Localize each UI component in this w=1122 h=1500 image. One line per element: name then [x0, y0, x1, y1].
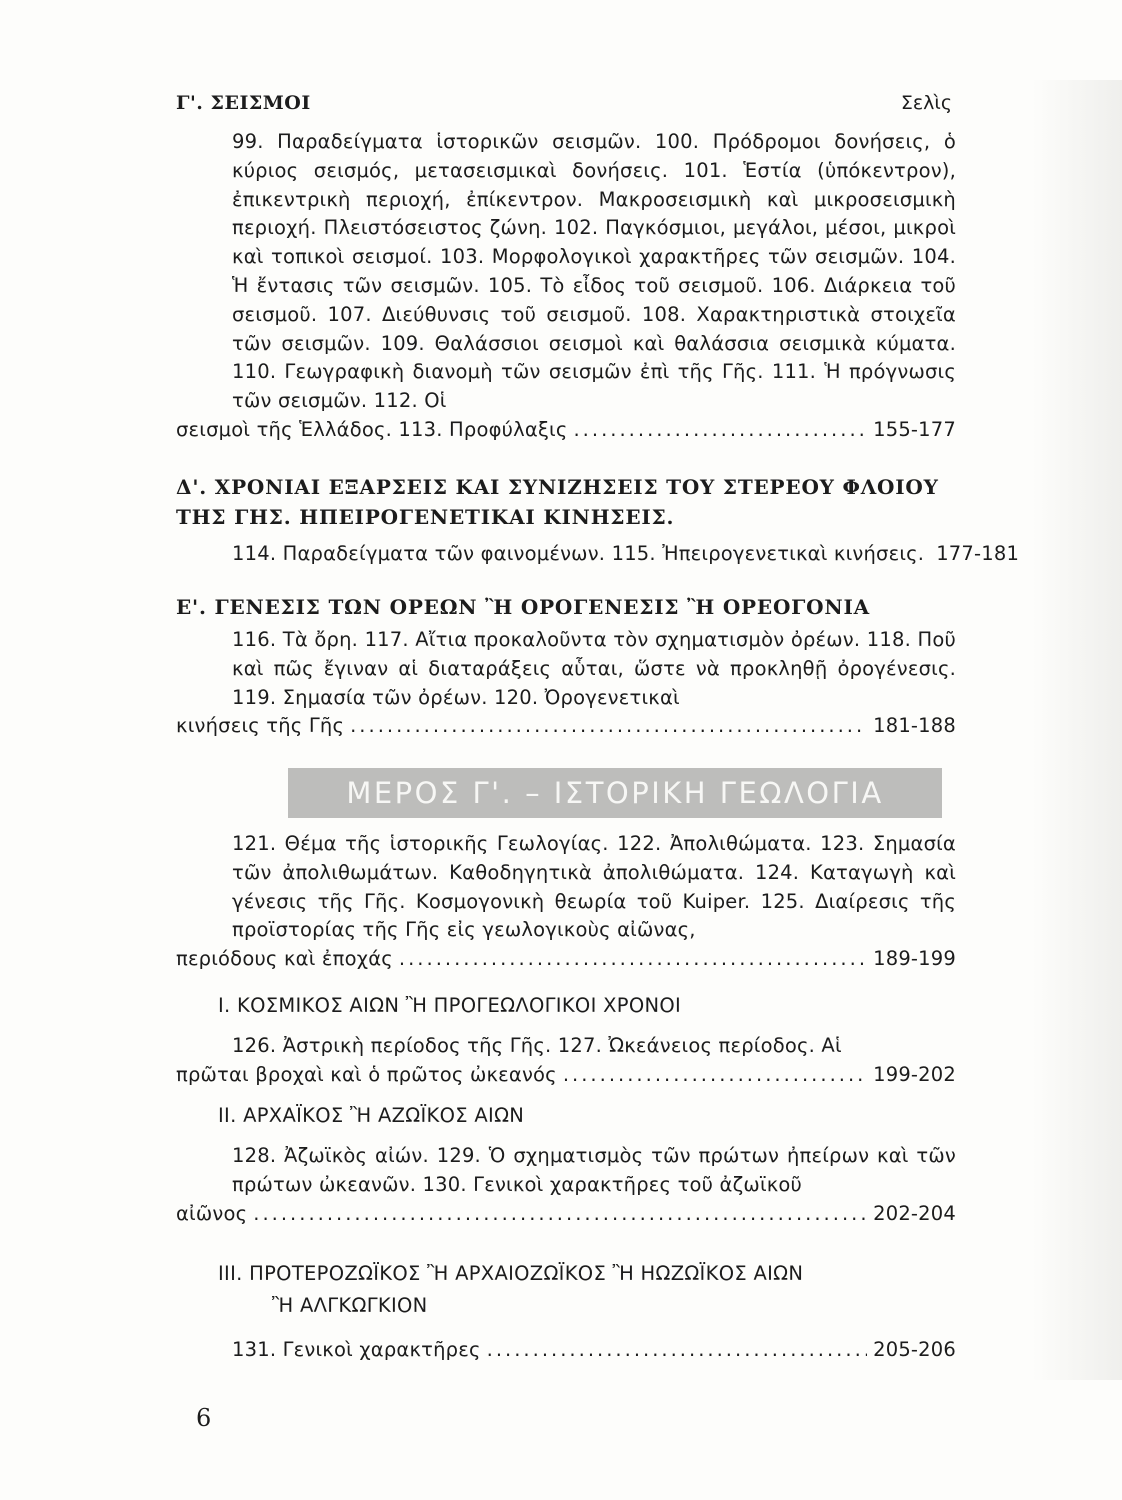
- section-heading: Ε'. ΓΕΝΕΣΙΣ ΤΩΝ ΟΡΕΩΝ Ἢ ΟΡΟΓΕΝΕΣΙΣ Ἢ ΟΡΕΟΓΟΝΙΑ: [176, 595, 870, 619]
- entry-last-line: [176, 1200, 956, 1229]
- page-range: 181-188: [873, 714, 956, 738]
- entry-last-line: [176, 712, 956, 741]
- entry-last-line: [176, 416, 956, 445]
- entry-last-text: αἰῶνος: [176, 1201, 248, 1225]
- page-range: 202-204: [873, 1201, 956, 1225]
- entry-text: 121. Θέμα τῆς ἱστορικῆς Γεωλογίας. 122. Ἀπολιθώματα. 123. Σημασία τῶν ἀπολιθωμάτων. Καθοδηγητικὰ ἀπολιθώματα. 124. Καταγωγὴ καὶ γένεσις τῆς Γῆς. Κοσμογονικὴ θεωρία τοῦ Kuiper. 125. Διαίρεσις τῆς προϊστορίας τῆς Γῆς εἰς γεωλογικοὺς αἰῶνας,: [232, 832, 956, 942]
- era-title: [218, 1258, 958, 1322]
- section-title: Γ'. ΣΕΙΣΜΟΙ: [176, 92, 311, 114]
- entry-text: 126. Ἀστρικὴ περίοδος τῆς Γῆς. 127. Ὠκεάνειος περίοδος. Αἱ: [232, 1034, 842, 1057]
- leader-dots: [487, 1336, 867, 1365]
- entry-last-text: πρῶται βροχαὶ καὶ ὁ πρῶτος ὠκεανός: [176, 1062, 557, 1086]
- leader-dots: [573, 416, 867, 445]
- section-e: [176, 592, 956, 741]
- entry-text: 116. Τὰ ὄρη. 117. Αἴτια προκαλοῦντα τὸν σχηματισμὸν ὀρέων. 118. Ποῦ καὶ πῶς ἔγιναν αἱ διαταράξεις αὗται, ὥστε νὰ προκληθῇ ὀρογένεσις. 119. Σημασία τῶν ὀρέων. 120. Ὀρογενετικαὶ: [232, 628, 956, 709]
- entry-last-text: 131. Γενικοὶ χαρακτῆρες: [232, 1338, 481, 1361]
- leader-dots: [563, 1061, 867, 1090]
- entry-seismoi: [176, 128, 956, 445]
- section-heading: Δ'. ΧΡΟΝΙΑΙ ΕΞΑΡΣΕΙΣ ΚΑΙ ΣΥΝΙΖΗΣΕΙΣ ΤΟΥ ΣΤΕΡΕΟΥ ΦΛΟΙΟΥ ΤΗΣ ΓΗΣ. ΗΠΕΙΡΟΓΕΝΕΤΙΚΑΙ ΚΙΝΗΣΕΙΣ.: [176, 475, 939, 529]
- entry-last-line: [176, 1061, 956, 1090]
- page-range: 199-202: [873, 1062, 956, 1086]
- page-range: 177-181: [936, 542, 1020, 565]
- entry-text: 99. Παραδείγματα ἱστορικῶν σεισμῶν. 100. Πρόδρομοι δονήσεις, ὁ κύριος σεισμός, μετασεισμικαὶ δονήσεις. 101. Ἑστία (ὑπόκεντρον), ἐπικεντρικὴ περιοχή, ἐπίκεντρον. Μακροσεισμικὴ καὶ μικροσεισμικὴ περιοχή. Πλειστόσειστος ζώνη. 102. Παγκόσμιοι, μεγάλοι, μέσοι, μικροὶ καὶ τοπικοὶ σεισμοί. 103. Μορφολογικοὶ χαρακτῆρες τῶν σεισμῶν. 104. Ἡ ἔντασις τῶν σεισμῶν. 105. Τὸ εἶδος τοῦ σεισμοῦ. 106. Διάρκεια τοῦ σεισμοῦ. 107. Διεύθυνσις τοῦ σεισμοῦ. 108. Χαρακτηριστικὰ στοιχεῖα τῶν σεισμῶν. 109. Θαλάσσιοι σεισμοὶ καὶ θαλάσσια σεισμικὰ κύματα. 110. Γεωγραφικὴ διανομὴ τῶν σεισμῶν ἐπὶ τῆς Γῆς. 111. Ἡ πρόγνωσις τῶν σεισμῶν. 112. Οἱ: [232, 130, 956, 413]
- entry-last-line: [176, 1336, 956, 1365]
- era-title-line: Ἢ ΑΛΓΚΩΓΚΙΟΝ: [272, 1294, 428, 1317]
- leader-dots: [253, 1200, 867, 1229]
- entry-historical: [176, 830, 956, 974]
- entry-era1: [176, 1032, 956, 1090]
- section-header: [176, 92, 952, 114]
- page-number: 6: [196, 1404, 212, 1432]
- era-title: I. ΚΟΣΜΙΚΟΣ ΑΙΩΝ Ἢ ΠΡΟΓΕΩΛΟΓΙΚΟΙ ΧΡΟΝΟΙ: [218, 994, 682, 1017]
- page-range: 189-199: [873, 947, 956, 971]
- entry-last-text: περιόδους καὶ ἐποχάς: [176, 947, 393, 971]
- entry-era3: [176, 1336, 956, 1365]
- entry-last-text: σεισμοὶ τῆς Ἑλλάδος. 113. Προφύλαξις: [176, 417, 568, 441]
- era-title: II. ΑΡΧΑΪΚΟΣ Ἢ ΑΖΩΪΚΟΣ ΑΙΩΝ: [218, 1104, 525, 1127]
- leader-dots: [399, 945, 867, 974]
- entry-last-line: [176, 945, 956, 974]
- facing-page-bleed: [1032, 80, 1122, 1380]
- part-banner-title: ΜΕΡΟΣ Γ'. – ΙΣΤΟΡΙΚΗ ΓΕΩΛΟΓΙΑ: [346, 776, 884, 810]
- leader-dots: [350, 712, 867, 741]
- page-range: 155-177: [873, 417, 956, 441]
- era-title-line: III. ΠΡΟΤΕΡΟΖΩΪΚΟΣ Ἢ ΑΡΧΑΙΟΖΩΪΚΟΣ Ἢ ΗΩΖΩΪΚΟΣ ΑΙΩΝ: [218, 1262, 804, 1285]
- entry-last-line: [176, 540, 1020, 569]
- entry-era2: [176, 1142, 956, 1228]
- section-d: [176, 472, 1020, 569]
- entry-text: 128. Ἀζωϊκὸς αἰών. 129. Ὁ σχηματισμὸς τῶν πρώτων ἠπείρων καὶ τῶν πρώτων ὠκεανῶν. 130. Γενικοὶ χαρακτῆρες τοῦ ἀζωϊκοῦ: [232, 1144, 956, 1196]
- part-banner: [288, 768, 942, 818]
- entry-last-text: κινήσεις τῆς Γῆς: [176, 714, 345, 738]
- page-range: 205-206: [873, 1338, 956, 1361]
- entry-last-text: 114. Παραδείγματα τῶν φαινομένων. 115. Ἠπειρογενετικαὶ κινήσεις.: [232, 542, 925, 565]
- page-column-label: Σελὶς: [900, 92, 952, 114]
